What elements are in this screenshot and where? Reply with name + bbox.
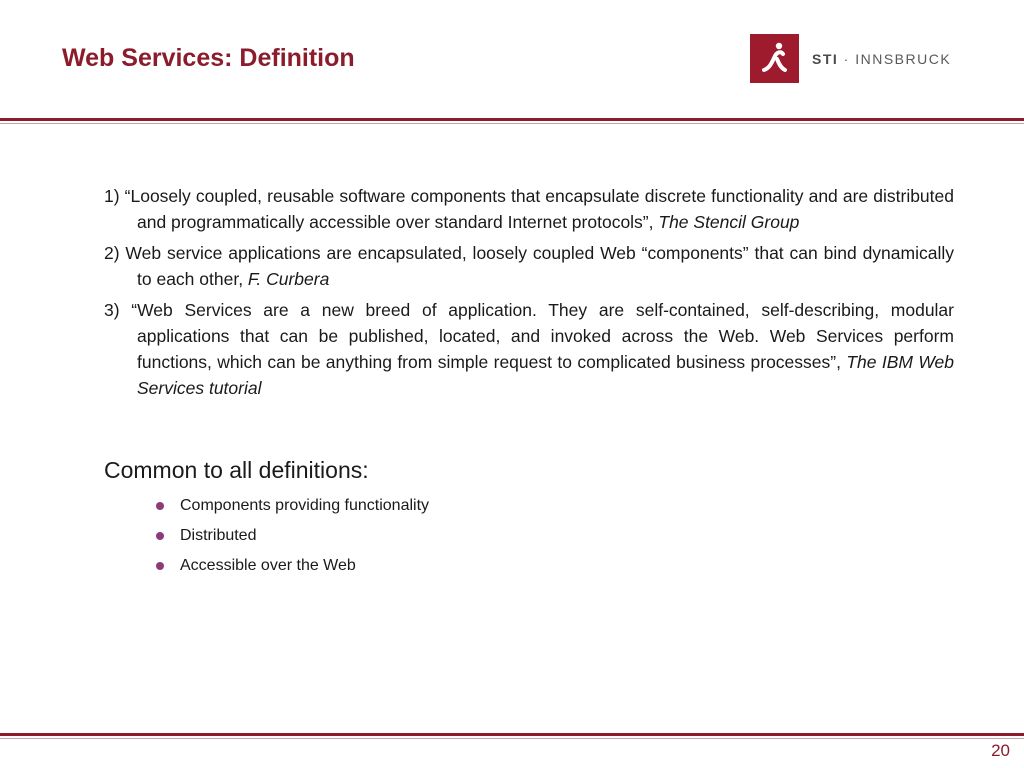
- definition-text: 2) Web service applications are encapsulated, loosely coupled Web “components” that can bind dynamically to each other,: [104, 243, 954, 289]
- definition-source: The IBM Web Services tutorial: [137, 352, 954, 398]
- header-divider: [0, 118, 1024, 124]
- bullet-icon: [156, 502, 164, 510]
- sti-innsbruck-logo: [750, 34, 951, 83]
- sti-logo-icon: [750, 34, 799, 83]
- list-item-label: Accessible over the Web: [180, 557, 356, 574]
- list-item: [156, 521, 954, 551]
- definition-source: F. Curbera: [247, 269, 330, 289]
- common-heading: Common to all definitions:: [104, 457, 369, 483]
- logo-text-rest: · INNSBRUCK: [838, 50, 952, 67]
- definition-1: [104, 183, 954, 235]
- definition-3: [104, 297, 954, 401]
- logo-wordmark: [812, 51, 951, 67]
- page-number: 20: [991, 741, 1010, 760]
- list-item: [156, 491, 954, 521]
- bullet-icon: [156, 532, 164, 540]
- slide-body: [104, 183, 954, 581]
- list-item: [156, 551, 954, 581]
- footer-divider: [0, 733, 1024, 739]
- definition-text: 3) “Web Services are a new breed of application. They are self-contained, self-describing, modular applications that can be published, located, and invoked across the Web. Web Services perform functions, which can be anything from simple request to complicated business processes”,: [104, 300, 954, 372]
- bullet-icon: [156, 562, 164, 570]
- definition-2: [104, 240, 954, 292]
- common-list: [104, 491, 954, 581]
- list-item-label: Distributed: [180, 527, 257, 544]
- list-item-label: Components providing functionality: [180, 497, 430, 514]
- logo-text-strong: STI: [812, 50, 839, 67]
- slide-title: Web Services: Definition: [62, 44, 355, 72]
- definition-text: 1) “Loosely coupled, reusable software components that encapsulate discrete functionality and are distributed and programmatically accessible over standard Internet protocols”,: [104, 186, 954, 232]
- definition-source: The Stencil Group: [658, 212, 800, 232]
